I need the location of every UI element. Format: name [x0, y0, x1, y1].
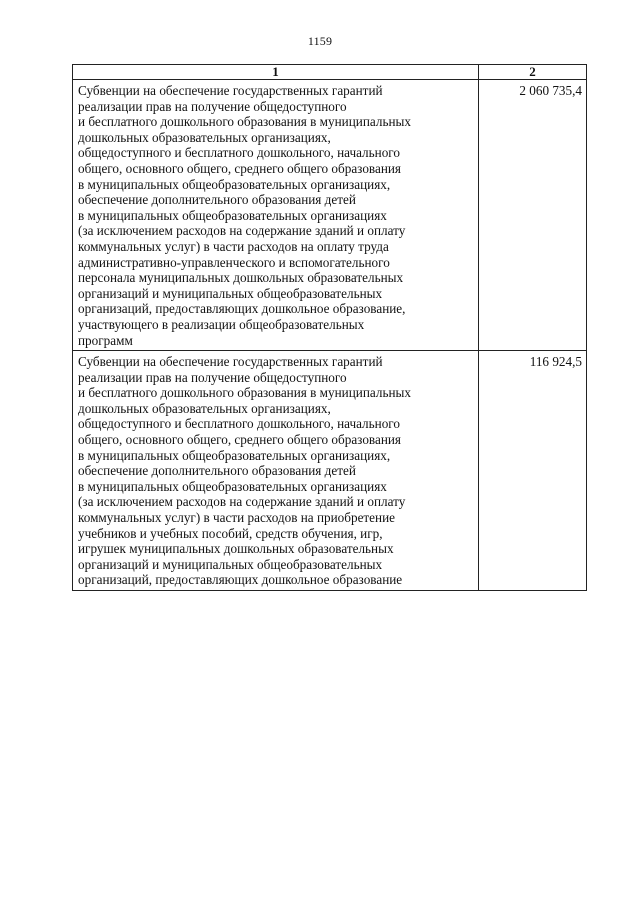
description-line: программ	[78, 332, 133, 348]
description-line: персонала муниципальных дошкольных образовательных	[78, 270, 404, 286]
description-line: игрушек муниципальных дошкольных образовательных	[78, 541, 394, 557]
page-number: 1159	[307, 34, 333, 48]
description-line: дошкольных образовательных организациях,	[78, 129, 331, 145]
description-line: организаций и муниципальных общеобразовательных	[78, 285, 383, 301]
description-line: и бесплатного дошкольного образования в муниципальных	[78, 385, 411, 401]
column-header-amount: 2	[479, 65, 587, 80]
description-line: общедоступного и бесплатного дошкольного, начального	[78, 145, 400, 161]
description-line: общедоступного и бесплатного дошкольного, начального	[78, 416, 400, 432]
row-description	[73, 80, 479, 351]
description-line: организаций и муниципальных общеобразовательных	[78, 556, 383, 572]
description-line: участвующего в реализации общеобразовательных	[78, 316, 365, 332]
column-header-description: 1	[73, 65, 479, 80]
description-line: Субвенции на обеспечение государственных гарантий	[78, 354, 383, 370]
description-line: обеспечение дополнительного образования детей	[78, 463, 356, 479]
description-line: в муниципальных общеобразовательных организациях,	[78, 176, 391, 192]
description-line: коммунальных услуг) в части расходов на оплату труда	[78, 238, 389, 254]
description-line: реализации прав на получение общедоступного	[78, 98, 347, 114]
description-line: Субвенции на обеспечение государственных гарантий	[78, 83, 383, 98]
description-line: обеспечение дополнительного образования детей	[78, 192, 356, 208]
description-line: в муниципальных общеобразовательных организациях	[78, 207, 387, 223]
description-line: в муниципальных общеобразовательных организациях,	[78, 447, 391, 463]
table-header-row	[73, 65, 587, 80]
description-line: (за исключением расходов на содержание зданий и оплату	[78, 494, 406, 510]
description-line: дошкольных образовательных организациях,	[78, 400, 331, 416]
table-body	[73, 80, 587, 591]
description-line: и бесплатного дошкольного образования в муниципальных	[78, 114, 411, 130]
description-line: организаций, предоставляющих дошкольное образование	[78, 572, 403, 588]
description-line: реализации прав на получение общедоступного	[78, 369, 347, 385]
row-amount: 116 924,5	[479, 351, 587, 591]
description-line: организаций, предоставляющих дошкольное образование,	[78, 301, 406, 317]
description-line: общего, основного общего, среднего общего образования	[78, 160, 401, 176]
table-row	[73, 351, 587, 591]
description-line: общего, основного общего, среднего общего образования	[78, 432, 401, 448]
description-line: в муниципальных общеобразовательных организациях	[78, 478, 387, 494]
description-line: учебников и учебных пособий, средств обучения, игр,	[78, 525, 383, 541]
table-row	[73, 80, 587, 351]
row-amount: 2 060 735,4	[479, 80, 587, 351]
description-line: (за исключением расходов на содержание зданий и оплату	[78, 223, 406, 239]
description-line: административно-управленческого и вспомогательного	[78, 254, 390, 270]
row-description	[73, 351, 479, 591]
description-line: коммунальных услуг) в части расходов на приобретение	[78, 510, 396, 526]
subvention-table	[72, 64, 587, 591]
